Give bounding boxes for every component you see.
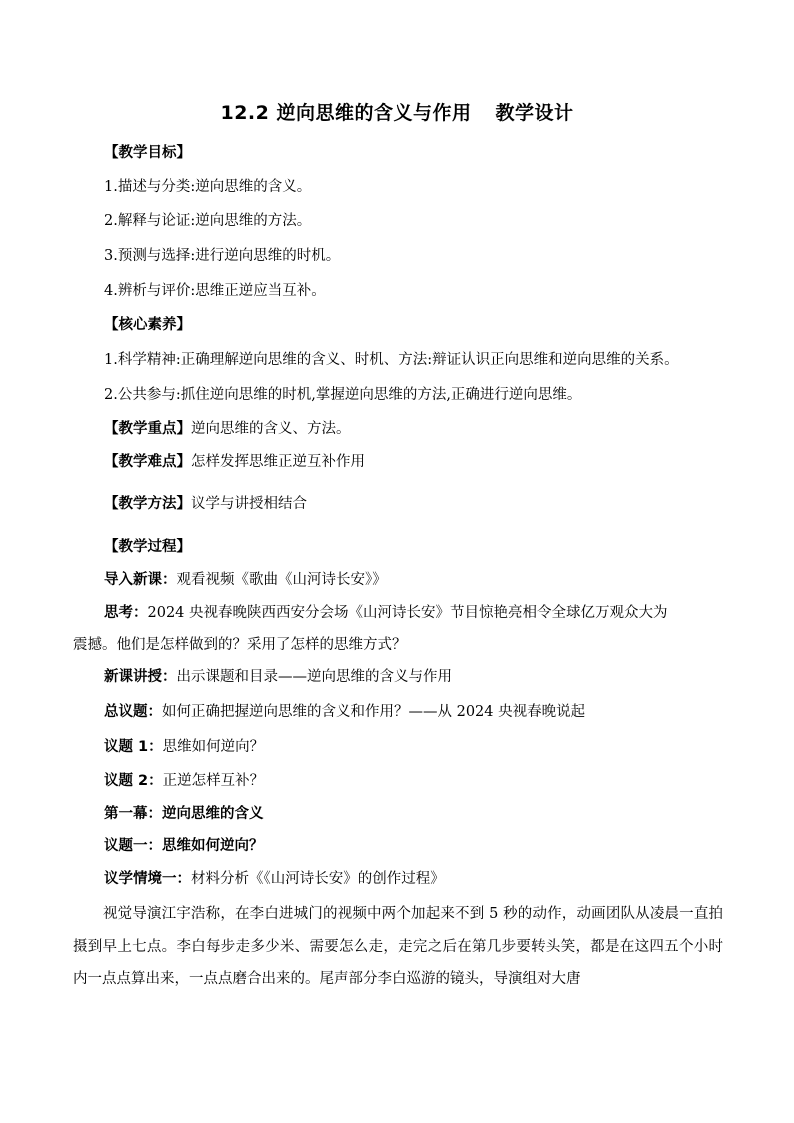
new-lesson-text: 出示课题和目录——逆向思维的含义与作用 — [176, 669, 452, 685]
main-topic-text: 如何正确把握逆向思维的含义和作用？——从 2024 央视春晚说起 — [162, 704, 586, 720]
teaching-method — [104, 494, 307, 514]
key-point — [104, 419, 351, 439]
goal-item: 2.解释与论证:逆向思维的方法。 — [104, 213, 312, 229]
core-item: 1.科学精神:正确理解逆向思维的含义、时机、方法:辩证认识正向思维和逆向思维的关系。 — [104, 352, 679, 368]
think-text: 2024 央视春晚陕西西安分会场《山河诗长安》节目惊艳亮相令全球亿万观众大为 — [147, 605, 668, 621]
think-line-continued: 震撼。他们是怎样做到的？采用了怎样的思维方式？ — [73, 637, 407, 653]
intro-label: 导入新课： — [104, 572, 177, 588]
difficulty-label: 【教学难点】 — [104, 454, 191, 470]
goals-heading: 【教学目标】 — [104, 145, 191, 161]
difficulty-text: 怎样发挥思维正逆互补作用 — [191, 454, 365, 470]
topic2-text: 正逆怎样互补？ — [162, 773, 265, 789]
goal-item: 4.辨析与评价:思维正逆应当互补。 — [104, 283, 326, 299]
method-text: 议学与讲授相结合 — [191, 496, 307, 512]
core-heading: 【核心素养】 — [104, 317, 191, 333]
think-line — [104, 603, 668, 623]
think-label: 思考： — [104, 605, 148, 621]
key-point-label: 【教学重点】 — [104, 421, 191, 437]
topic1-line — [104, 737, 264, 757]
topic-one-heading: 议题一：思维如何逆向？ — [104, 838, 264, 854]
core-item: 2.公共参与:抓住逆向思维的时机,掌握逆向思维的方法,正确进行逆向思维。 — [104, 387, 582, 403]
main-topic-label: 总议题： — [104, 704, 162, 720]
new-lesson-label: 新课讲授： — [104, 669, 177, 685]
method-label: 【教学方法】 — [104, 496, 191, 512]
goal-item: 3.预测与选择:进行逆向思维的时机。 — [104, 248, 341, 264]
goal-item: 1.描述与分类:逆向思维的含义。 — [104, 179, 312, 195]
intro-line — [104, 570, 387, 590]
paragraph-text: 视觉导演江宇浩称，在李白进城门的视频中两个加起来不到 5 秒的动作，动画团队从凌晨一直拍摄到早上七点。李白每步走多少米、需要怎么走，走完之后在第几步要转头笑，都是在这四五个小时内一点点算出来，一点点磨合出来的。尾声部分李白巡游的镜头，导演组对大唐 — [73, 906, 723, 987]
scenario-text: 材料分析《《山河诗长安》的创作过程》 — [191, 871, 445, 887]
title-suffix: 教学设计 — [495, 102, 574, 124]
key-point-text: 逆向思维的含义、方法。 — [191, 421, 351, 437]
new-lesson-line — [104, 667, 452, 687]
topic2-line — [104, 771, 264, 791]
act-one-heading: 第一幕：逆向思维的含义 — [104, 806, 264, 822]
scenario-label: 议学情境一： — [104, 871, 191, 887]
title-main: 12.2 逆向思维的含义与作用 — [220, 102, 472, 124]
difficulty-point — [104, 452, 365, 472]
scenario-paragraph — [73, 898, 723, 996]
scenario-line — [104, 869, 445, 889]
intro-text: 观看视频《歌曲《山河诗长安》》 — [176, 572, 387, 588]
process-heading: 【教学过程】 — [104, 539, 191, 555]
main-topic-line — [104, 702, 585, 722]
topic1-text: 思维如何逆向？ — [162, 739, 265, 755]
document-title — [0, 98, 794, 125]
topic2-label: 议题 2： — [104, 773, 163, 789]
topic1-label: 议题 1： — [104, 739, 163, 755]
